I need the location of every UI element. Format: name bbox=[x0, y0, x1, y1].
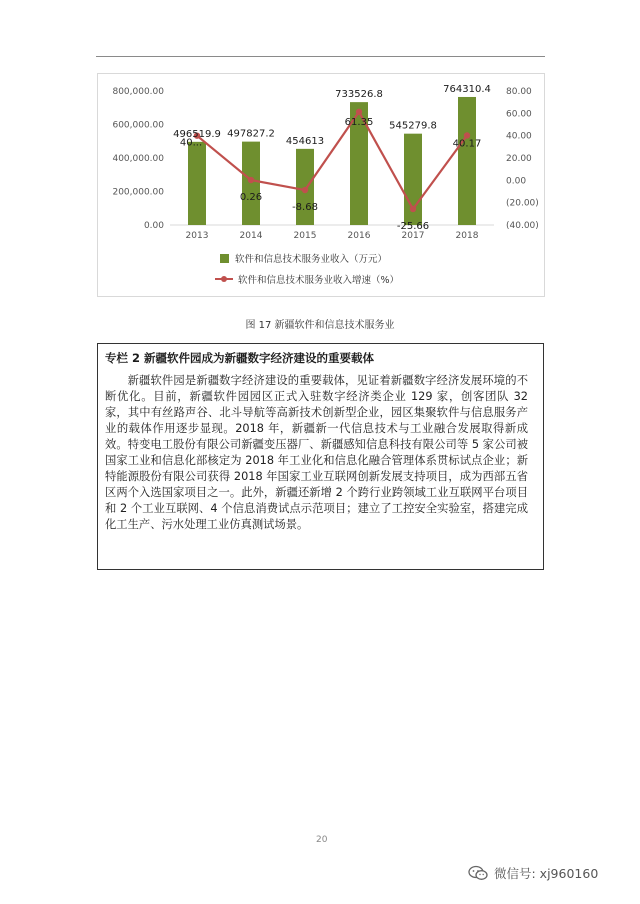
watermark bbox=[468, 864, 598, 882]
figure-caption: 图 17 新疆软件和信息技术服务业 bbox=[245, 320, 395, 331]
line-data-label: 40.17 bbox=[452, 138, 482, 150]
growth-point bbox=[410, 206, 416, 212]
bar-revenue bbox=[458, 97, 476, 225]
x-axis-tick: 2017 bbox=[401, 231, 425, 241]
x-axis-tick: 2014 bbox=[239, 231, 263, 241]
left-axis-tick: 0.00 bbox=[143, 221, 164, 231]
x-axis-tick: 2016 bbox=[347, 231, 371, 241]
line-data-label: 40... bbox=[179, 137, 203, 149]
header-rule bbox=[96, 56, 545, 57]
bar-revenue bbox=[188, 142, 206, 225]
chart-frame bbox=[97, 73, 545, 297]
left-axis-tick: 200,000.00 bbox=[112, 187, 164, 198]
growth-point bbox=[302, 187, 308, 193]
legend-swatch-marker bbox=[221, 276, 227, 282]
right-axis-tick: 20.00 bbox=[506, 154, 532, 164]
box-title: 专栏 2 新疆软件园成为新疆数字经济建设的重要载体 bbox=[105, 351, 375, 365]
revenue-chart bbox=[98, 74, 546, 298]
x-axis-tick: 2018 bbox=[455, 231, 479, 241]
left-axis-tick: 400,000.00 bbox=[112, 154, 164, 164]
right-axis-tick: 80.00 bbox=[506, 87, 532, 97]
right-axis-tick: 0.00 bbox=[506, 176, 527, 187]
line-data-label: -25.66 bbox=[396, 220, 430, 232]
page-number: 20 bbox=[316, 835, 328, 845]
legend-swatch-bar bbox=[220, 254, 229, 263]
line-data-label: 0.26 bbox=[239, 192, 263, 204]
bar-data-label: 733526.8 bbox=[335, 89, 383, 101]
bar-data-label: 454613 bbox=[285, 135, 325, 147]
watermark-text: 微信号: xj960160 bbox=[494, 866, 599, 881]
sidebar-box bbox=[97, 343, 544, 570]
right-axis-tick: 60.00 bbox=[506, 109, 532, 120]
bar-data-label: 497827.2 bbox=[227, 128, 275, 140]
left-axis-tick: 800,000.00 bbox=[112, 87, 164, 97]
left-axis-tick: 600,000.00 bbox=[112, 120, 164, 131]
bar-data-label: 545279.8 bbox=[389, 120, 437, 132]
right-axis-tick: (40.00) bbox=[506, 221, 539, 231]
wechat-icon bbox=[468, 865, 488, 881]
bar-data-label: 496519.9 bbox=[173, 128, 221, 140]
right-axis-tick: 40.00 bbox=[506, 131, 532, 142]
legend-label-line: 软件和信息技术服务业收入增速（%） bbox=[238, 275, 400, 286]
x-axis-tick: 2013 bbox=[185, 231, 209, 241]
bar-data-label: 764310.4 bbox=[443, 83, 491, 95]
legend-label-bar: 软件和信息技术服务业收入（万元） bbox=[235, 254, 388, 265]
right-axis-tick: (20.00) bbox=[506, 198, 539, 209]
line-data-label: -8.68 bbox=[292, 202, 318, 214]
bar-revenue bbox=[239, 142, 263, 225]
x-axis-tick: 2015 bbox=[293, 231, 317, 241]
box-body: 新疆软件园是新疆数字经济建设的重要载体，见证着新疆数字经济发展环境的不断优化。目前，新疆软件园园区正式入驻数字经济类企业 129 家，创客团队 32 家，其中有丝路声谷、北斗导航等高新技术创新型企业，园区集聚软件与信息服务产业的载体作用逐步显现。2018 年，新疆新一代信息技术与工业融合发展取得新成效。特变电工股份有限公司新疆变压器厂、新疆感知信息科技有限公司等 5 家公司被国家工业和信息化部核定为 2018 年工业化和信息化融合管理体系贯标试点企业；新特能源股份有限公司获得 2018 年国家工业互联网创新发展支持项目，成为西部五省区两个入选国家项目之一。此外，新疆还新增 2 个跨行业跨领域工业互联网平台项目和 2 个工业互联网、4 个信息消费试点示范项目；建立了工控安全实验室，搭建完成化工生产、污水处理工业仿真测试场景。 bbox=[105, 374, 528, 531]
growth-point bbox=[248, 177, 254, 183]
growth-point bbox=[356, 109, 362, 115]
line-data-label: 61.35 bbox=[344, 116, 374, 128]
